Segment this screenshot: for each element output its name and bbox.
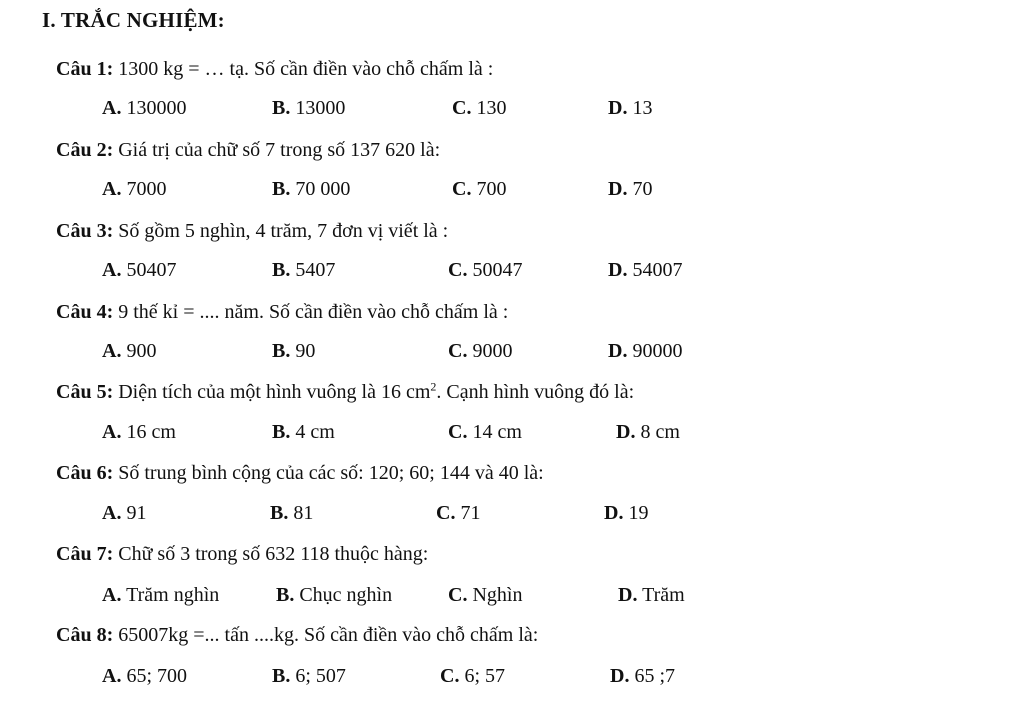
option-value: 900 [121, 340, 157, 362]
option-letter: B. [272, 259, 291, 281]
question-label: Câu 1: [56, 58, 114, 80]
option-letter: C. [448, 259, 468, 281]
option-letter: D. [604, 502, 624, 524]
option-b[interactable] [272, 178, 350, 201]
option-letter: B. [272, 421, 291, 443]
option-c[interactable] [452, 178, 506, 201]
option-letter: B. [272, 340, 291, 362]
option-value: 70 000 [290, 178, 351, 200]
answers-3 [0, 259, 1024, 285]
option-letter: D. [608, 340, 628, 362]
option-c[interactable] [448, 259, 522, 282]
option-letter: A. [102, 502, 122, 524]
option-d[interactable] [604, 502, 648, 525]
option-value: 13000 [290, 97, 346, 119]
option-c[interactable] [436, 502, 480, 525]
superscript: 2 [430, 379, 437, 394]
option-value: 65; 700 [121, 665, 188, 687]
option-b[interactable] [270, 502, 313, 525]
question-label: Câu 5: [56, 381, 114, 403]
answers-2 [0, 178, 1024, 204]
option-b[interactable] [276, 584, 392, 607]
question-8 [56, 624, 538, 647]
option-value: 90 [290, 340, 316, 362]
option-a[interactable] [102, 584, 219, 607]
option-letter: D. [608, 97, 628, 119]
option-value: 700 [471, 178, 507, 200]
option-b[interactable] [272, 340, 315, 363]
question-label: Câu 7: [56, 543, 114, 565]
option-d[interactable] [610, 665, 675, 688]
option-letter: D. [608, 259, 628, 281]
option-value: Nghìn [467, 584, 523, 606]
answers-6 [0, 502, 1024, 528]
option-letter: A. [102, 584, 122, 606]
option-value: 14 cm [467, 421, 522, 443]
option-letter: B. [272, 97, 291, 119]
question-text: 1300 kg = … tạ. Số cần điền vào chỗ chấm là : [113, 58, 494, 80]
option-d[interactable] [608, 259, 682, 282]
option-letter: C. [448, 584, 468, 606]
option-value: 6; 507 [290, 665, 346, 687]
option-a[interactable] [102, 97, 186, 120]
option-c[interactable] [448, 584, 522, 607]
option-letter: C. [452, 97, 472, 119]
option-value: Chục nghìn [294, 584, 393, 606]
question-4 [56, 301, 508, 324]
question-label: Câu 6: [56, 462, 114, 484]
option-letter: A. [102, 97, 122, 119]
option-value: 71 [455, 502, 481, 524]
question-5 [56, 381, 634, 404]
option-letter: A. [102, 340, 122, 362]
question-6 [56, 462, 544, 485]
option-value: 130000 [121, 97, 187, 119]
option-d[interactable] [608, 340, 682, 363]
option-value: Trăm nghìn [121, 584, 220, 606]
option-letter: C. [440, 665, 460, 687]
option-letter: A. [102, 178, 122, 200]
option-b[interactable] [272, 421, 335, 444]
option-value: 9000 [467, 340, 513, 362]
question-text: Số gồm 5 nghìn, 4 trăm, 7 đơn vị viết là : [113, 220, 449, 242]
answers-5 [0, 421, 1024, 447]
question-label: Câu 2: [56, 139, 114, 161]
option-value: 5407 [290, 259, 336, 281]
option-a[interactable] [102, 665, 187, 688]
option-value: 19 [623, 502, 649, 524]
option-letter: C. [448, 340, 468, 362]
option-value: 7000 [121, 178, 167, 200]
answers-7 [0, 584, 1024, 610]
option-a[interactable] [102, 259, 176, 282]
option-a[interactable] [102, 421, 176, 444]
question-text-after: . Cạnh hình vuông đó là: [436, 381, 635, 403]
question-3 [56, 220, 448, 243]
option-letter: A. [102, 421, 122, 443]
answers-4 [0, 340, 1024, 366]
option-c[interactable] [448, 421, 522, 444]
question-text: 65007kg =... tấn ....kg. Số cần điền vào chỗ chấm là: [113, 624, 539, 646]
option-value: 16 cm [121, 421, 176, 443]
question-2 [56, 139, 440, 162]
option-value: 6; 57 [459, 665, 506, 687]
option-c[interactable] [452, 97, 506, 120]
option-letter: C. [436, 502, 456, 524]
option-letter: D. [610, 665, 630, 687]
option-b[interactable] [272, 97, 345, 120]
question-1 [56, 58, 493, 81]
option-b[interactable] [272, 665, 346, 688]
option-letter: A. [102, 259, 122, 281]
option-letter: C. [452, 178, 472, 200]
option-letter: D. [608, 178, 628, 200]
option-value: 90000 [627, 340, 683, 362]
option-letter: D. [616, 421, 636, 443]
question-label: Câu 8: [56, 624, 114, 646]
option-d[interactable] [608, 178, 652, 201]
option-value: 65 ;7 [629, 665, 676, 687]
option-letter: B. [272, 665, 291, 687]
option-value: 54007 [627, 259, 683, 281]
question-text: 9 thế kỉ = .... năm. Số cần điền vào chỗ chấm là : [113, 301, 509, 323]
question-label: Câu 3: [56, 220, 114, 242]
option-letter: D. [618, 584, 638, 606]
question-label: Câu 4: [56, 301, 114, 323]
answers-1 [0, 97, 1024, 123]
option-value: 70 [627, 178, 653, 200]
option-letter: B. [270, 502, 289, 524]
option-c[interactable] [448, 340, 512, 363]
option-d[interactable] [608, 97, 652, 120]
question-text: Chữ số 3 trong số 632 118 thuộc hàng: [113, 543, 429, 565]
option-c[interactable] [440, 665, 505, 688]
question-text: Số trung bình cộng của các số: 120; 60; 144 và 40 là: [113, 462, 544, 484]
option-value: Trăm [637, 584, 685, 606]
answers-8 [0, 665, 1024, 691]
option-value: 91 [121, 502, 147, 524]
option-value: 50407 [121, 259, 177, 281]
option-letter: B. [276, 584, 295, 606]
question-7 [56, 543, 428, 566]
option-letter: C. [448, 421, 468, 443]
option-value: 13 [627, 97, 653, 119]
question-text: Giá trị của chữ số 7 trong số 137 620 là: [113, 139, 441, 161]
option-a[interactable] [102, 340, 156, 363]
option-b[interactable] [272, 259, 335, 282]
option-a[interactable] [102, 178, 166, 201]
option-d[interactable] [618, 584, 685, 607]
question-text-before: Diện tích của một hình vuông là 16 cm [113, 381, 431, 403]
option-letter: A. [102, 665, 122, 687]
option-a[interactable] [102, 502, 146, 525]
option-value: 8 cm [635, 421, 680, 443]
option-d[interactable] [616, 421, 680, 444]
section-title: I. TRẮC NGHIỆM: [42, 8, 225, 32]
option-value: 130 [471, 97, 507, 119]
option-value: 50047 [467, 259, 523, 281]
option-letter: B. [272, 178, 291, 200]
option-value: 4 cm [290, 421, 335, 443]
option-value: 81 [288, 502, 314, 524]
